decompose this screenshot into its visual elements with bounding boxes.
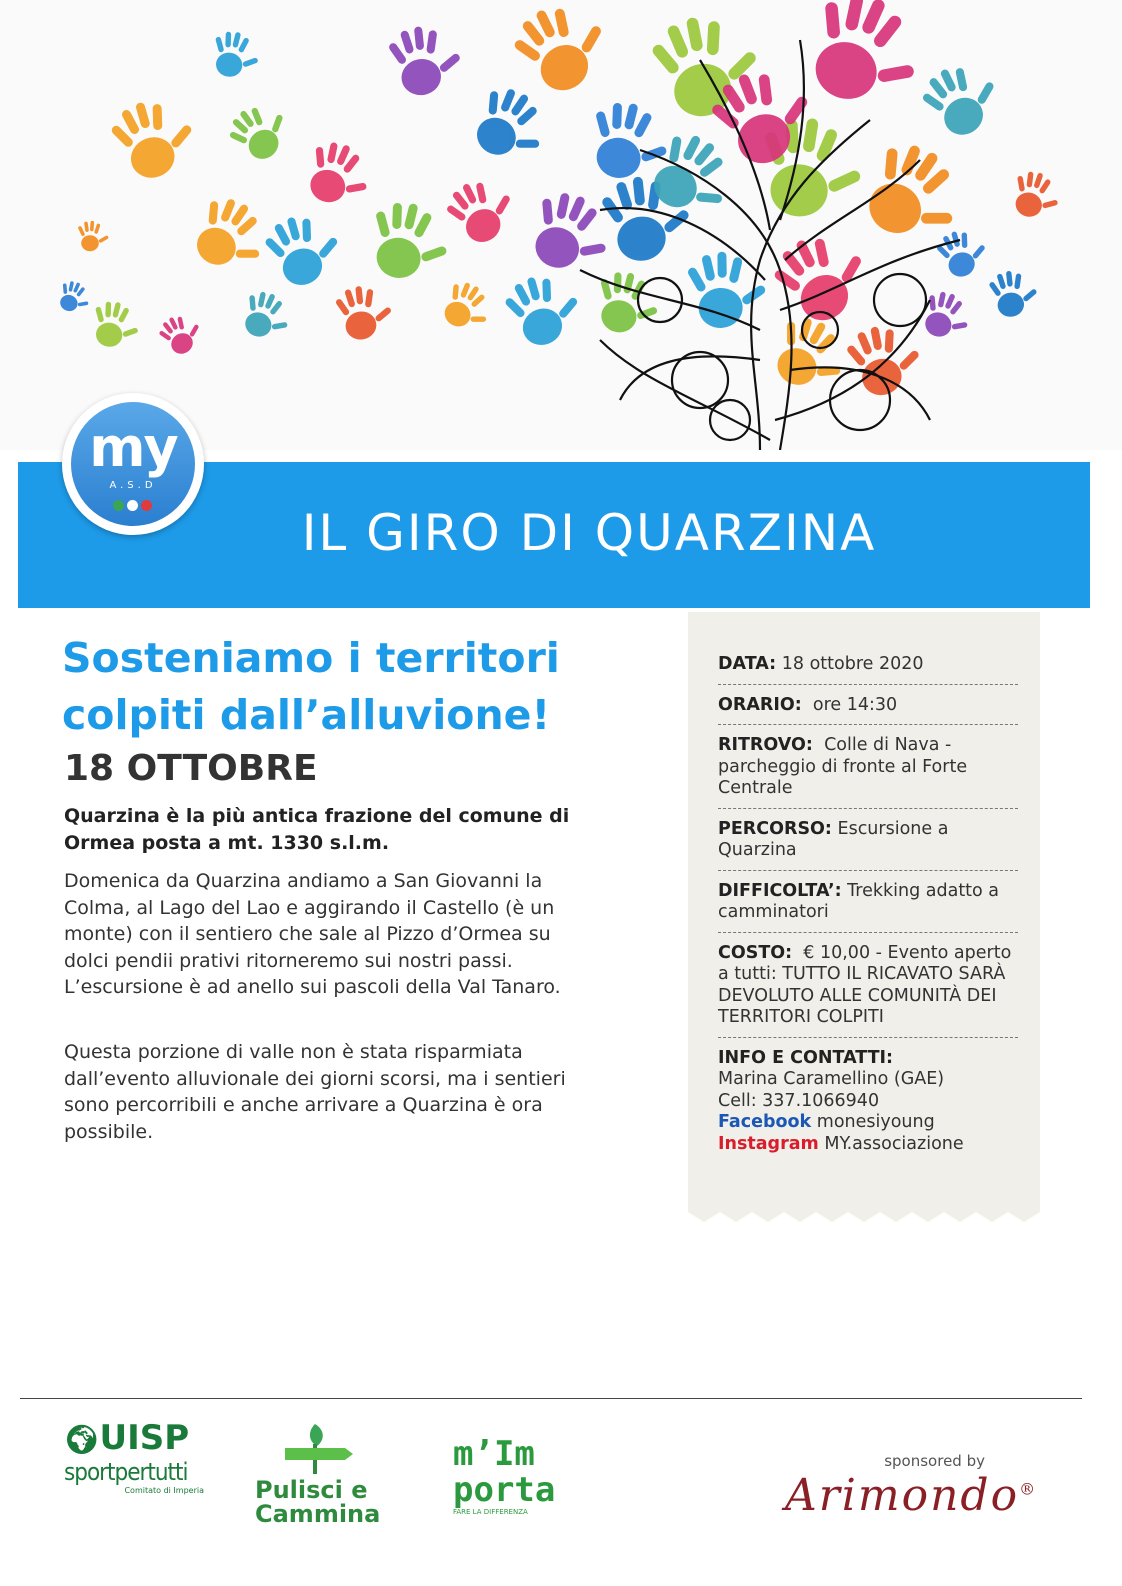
info-percorso	[718, 819, 1018, 871]
hero-illustration	[0, 0, 1122, 450]
logo-text: my	[89, 416, 177, 479]
registered-mark: ®	[1019, 1479, 1038, 1499]
arimondo-logo	[785, 1452, 1045, 1521]
hand-icon	[385, 20, 466, 100]
uisp-logo	[64, 1420, 204, 1495]
info-box-zigzag-edge	[688, 1212, 1040, 1224]
hand-icon	[987, 267, 1041, 320]
info-costo-label: COSTO:	[718, 942, 793, 963]
contact-cell: Cell: 337.1066940	[718, 1090, 880, 1111]
headline-line-2: colpiti dall’alluvione!	[62, 691, 551, 739]
info-costo-value: € 10,00 - Evento aperto a tutti: TUTTO IL RICAVATO SARÀ DEVOLUTO ALLE COMUNITÀ DEI TERRITORI COLPITI	[718, 942, 1012, 1027]
instagram-handle[interactable]: MY.associazione	[824, 1133, 964, 1154]
hand-icon	[645, 3, 769, 125]
hand-icon	[504, 0, 621, 104]
hand-icon	[299, 135, 379, 214]
green-dot-icon	[113, 500, 124, 511]
hands-tree-icon	[0, 0, 1122, 450]
sponsored-by-text: sponsored by	[884, 1452, 985, 1470]
hand-icon	[104, 88, 204, 186]
hand-icon	[914, 51, 1009, 146]
hand-icon	[1008, 167, 1065, 223]
instagram-label: Instagram	[718, 1133, 819, 1154]
contact-name: Marina Caramellino (GAE)	[718, 1069, 945, 1089]
headline	[62, 630, 652, 744]
info-list	[718, 654, 1018, 1173]
mimporta-text	[453, 1436, 563, 1508]
uisp-comitato: Comitato di Imperia	[124, 1486, 204, 1495]
info-ritrovo-label: RITROVO:	[718, 735, 813, 755]
mimporta-tagline: FARE LA DIFFERENZA	[453, 1508, 528, 1516]
pulisci-line-2: Cammina	[255, 1500, 381, 1528]
headline-line-1: Sosteniamo i territori	[62, 634, 560, 682]
info-percorso-label: PERCORSO:	[718, 818, 832, 839]
logo-subtext: A.S.D	[109, 480, 157, 491]
mimporta-logo	[453, 1436, 563, 1516]
description-paragraph-1: Domenica da Quarzina andiamo a San Giovanni la Colma, al Lago del Lao e aggirando il Castello (è un monte) con il sentiero che sale al Pizzo d’Ormea su dolci pendii prativi ritorneremo sui nostri passi. L’escursione è ad anello sui pascoli della Val Tanaro.	[64, 870, 561, 998]
info-costo	[718, 943, 1018, 1038]
description-paragraph-2: Questa porzione di valle non è stata risparmiata dall’evento alluvionale dei giorni scorsi, ma i sentieri sono percorribili e anche arrivare a Quarzina è ora possibile.	[64, 1041, 566, 1143]
hand-icon	[463, 78, 558, 173]
signpost-leaf-icon	[255, 1418, 400, 1474]
footer-divider	[20, 1398, 1082, 1399]
hand-icon	[183, 188, 278, 283]
uisp-title: 🌍︎UISP	[64, 1418, 190, 1458]
hand-icon	[439, 168, 524, 252]
hand-icon	[851, 131, 978, 257]
mimporta-line-1: m’Im	[453, 1434, 535, 1474]
info-orario-label: ORARIO:	[718, 694, 802, 715]
hand-icon	[685, 248, 770, 331]
pulisci-line-1: Pulisci e	[255, 1476, 368, 1504]
pulisci-cammina-text	[255, 1478, 400, 1526]
info-orario	[718, 695, 1018, 726]
hand-icon	[639, 123, 747, 230]
mimporta-line-2: porta	[453, 1470, 556, 1510]
logo-circle	[71, 402, 195, 526]
info-contatti	[718, 1048, 1018, 1164]
hand-icon	[499, 265, 589, 354]
hand-icon	[764, 309, 857, 401]
info-contatti-label: INFO E CONTATTI:	[718, 1047, 894, 1068]
hand-icon	[209, 28, 263, 81]
event-date-heading: 18 OTTOBRE	[64, 748, 318, 789]
hand-icon	[155, 307, 208, 360]
hand-icon	[333, 281, 396, 343]
logo-dots	[113, 496, 157, 508]
info-percorso-value: Escursione a Quarzina	[718, 818, 949, 860]
pulisci-cammina-logo	[255, 1418, 400, 1526]
info-difficolta-value: Trekking adatto a camminatori	[718, 880, 1000, 922]
info-difficolta-label: DIFFICOLTA’:	[718, 880, 842, 901]
hand-icon	[222, 93, 298, 169]
facebook-handle[interactable]: monesiyoung	[816, 1112, 935, 1132]
info-data	[718, 654, 1018, 685]
info-box	[688, 612, 1040, 1212]
globe-icon: 🌍︎	[64, 1423, 100, 1456]
hand-icon	[365, 197, 456, 286]
info-ritrovo	[718, 735, 1018, 809]
info-difficolta	[718, 881, 1018, 933]
white-dot-icon	[127, 500, 138, 511]
hand-icon	[796, 0, 936, 120]
hand-icon	[436, 276, 500, 339]
hand-icon	[237, 286, 297, 345]
info-data-label: DATA:	[718, 654, 777, 674]
facebook-label: Facebook	[718, 1112, 812, 1132]
hand-icon	[842, 317, 928, 402]
info-ritrovo-value: Colle di Nava - parcheggio di fronte al Forte Centrale	[718, 735, 968, 798]
red-dot-icon	[141, 500, 152, 511]
hand-icon	[259, 205, 349, 294]
hand-icon	[78, 221, 109, 251]
hand-icon	[933, 223, 993, 282]
my-asd-logo	[62, 393, 204, 535]
info-data-value: 18 ottobre 2020	[781, 654, 924, 674]
arimondo-name: Arimondo®	[785, 1470, 1038, 1521]
uisp-subtitle: sportpertutti	[64, 1458, 188, 1486]
hand-icon	[55, 278, 95, 317]
event-title: IL GIRO DI QUARZINA	[301, 504, 877, 562]
lead-paragraph: Quarzina è la più antica frazione del comune di Ormea posta a mt. 1330 s.l.m.	[64, 805, 570, 854]
info-orario-value: ore 14:30	[812, 694, 898, 715]
hand-icon	[89, 298, 143, 351]
